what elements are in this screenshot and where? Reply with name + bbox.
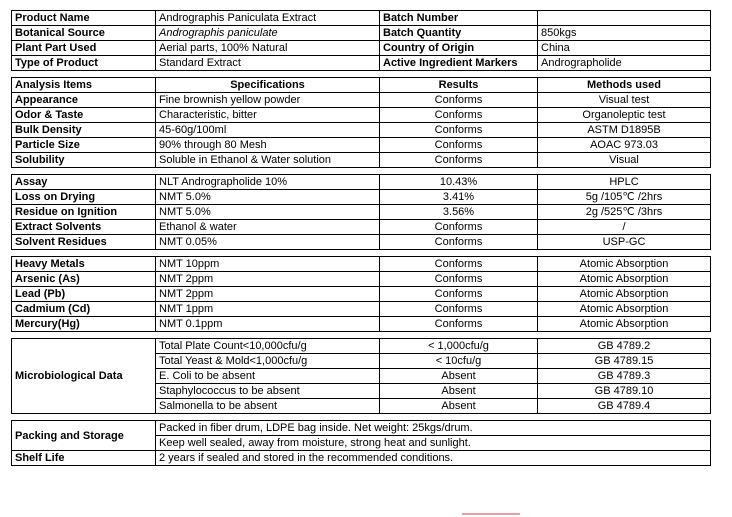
table-row xyxy=(12,257,711,272)
shelf-life-value: 2 years if sealed and stored in the recommended conditions. xyxy=(156,451,711,466)
specification: NMT 0.1ppm xyxy=(156,317,380,332)
shelf-life-label: Shelf Life xyxy=(12,451,156,466)
info-label: Type of Product xyxy=(12,56,156,71)
info-value: Standard Extract xyxy=(156,56,380,71)
result: Absent xyxy=(380,384,538,399)
info-label: Plant Part Used xyxy=(12,41,156,56)
analysis-item: Arsenic (As) xyxy=(12,272,156,287)
method: Atomic Absorption xyxy=(538,302,711,317)
result: Conforms xyxy=(380,138,538,153)
analysis-item: Lead (Pb) xyxy=(12,287,156,302)
specification: Salmonella to be absent xyxy=(156,399,380,414)
method: GB 4789.4 xyxy=(538,399,711,414)
table-row xyxy=(12,205,711,220)
method: 2g /525℃ /3hrs xyxy=(538,205,711,220)
result: Absent xyxy=(380,369,538,384)
method: Organoleptic test xyxy=(538,108,711,123)
table-row xyxy=(12,302,711,317)
result: Conforms xyxy=(380,302,538,317)
method: Atomic Absorption xyxy=(538,272,711,287)
analysis-item: Loss on Drying xyxy=(12,190,156,205)
result: < 10cfu/g xyxy=(380,354,538,369)
table-row xyxy=(12,190,711,205)
result: Conforms xyxy=(380,153,538,168)
analysis-item: Appearance xyxy=(12,93,156,108)
table-row xyxy=(12,108,711,123)
method: AOAC 973.03 xyxy=(538,138,711,153)
analysis-item: Heavy Metals xyxy=(12,257,156,272)
info-row-plant-part xyxy=(12,41,711,56)
method: GB 4789.10 xyxy=(538,384,711,399)
analysis-item: Cadmium (Cd) xyxy=(12,302,156,317)
packing-line: Packed in fiber drum, LDPE bag inside. Net weight: 25kgs/drum. xyxy=(156,421,711,436)
result: 3.41% xyxy=(380,190,538,205)
method: Atomic Absorption xyxy=(538,287,711,302)
decorative-underline xyxy=(462,513,520,515)
header-analysis-items: Analysis Items xyxy=(12,78,156,93)
analysis-item: Bulk Density xyxy=(12,123,156,138)
microbiological-label: Microbiological Data xyxy=(12,339,156,414)
info-value: Andrographis Paniculata Extract xyxy=(156,11,380,26)
shelf-life-row xyxy=(12,451,711,466)
info-row-product-name xyxy=(12,11,711,26)
specification: NMT 0.05% xyxy=(156,235,380,250)
info-label: Batch Quantity xyxy=(380,26,538,41)
table-row xyxy=(12,138,711,153)
result: 10.43% xyxy=(380,175,538,190)
method: 5g /105℃ /2hrs xyxy=(538,190,711,205)
specification: NMT 2ppm xyxy=(156,272,380,287)
header-specifications: Specifications xyxy=(156,78,380,93)
specification: E. Coli to be absent xyxy=(156,369,380,384)
analysis-item: Mercury(Hg) xyxy=(12,317,156,332)
info-value: China xyxy=(538,41,711,56)
specification: 45-60g/100ml xyxy=(156,123,380,138)
result: Absent xyxy=(380,399,538,414)
analysis-item: Solubility xyxy=(12,153,156,168)
info-row-botanical-source xyxy=(12,26,711,41)
info-value: 850kgs xyxy=(538,26,711,41)
method: / xyxy=(538,220,711,235)
method: USP-GC xyxy=(538,235,711,250)
info-label: Product Name xyxy=(12,11,156,26)
table-row xyxy=(12,287,711,302)
analysis-item: Odor & Taste xyxy=(12,108,156,123)
analysis-item: Residue on Ignition xyxy=(12,205,156,220)
info-value: Andrographolide xyxy=(538,56,711,71)
method: Visual test xyxy=(538,93,711,108)
specification: NMT 1ppm xyxy=(156,302,380,317)
specification: 90% through 80 Mesh xyxy=(156,138,380,153)
section-gap xyxy=(12,250,711,257)
method: ASTM D1895B xyxy=(538,123,711,138)
table-row xyxy=(12,93,711,108)
coa-table xyxy=(11,10,711,466)
method: GB 4789.3 xyxy=(538,369,711,384)
method: Visual xyxy=(538,153,711,168)
specification: NMT 10ppm xyxy=(156,257,380,272)
info-label: Country of Origin xyxy=(380,41,538,56)
table-row xyxy=(12,339,711,354)
result: Conforms xyxy=(380,235,538,250)
specification: Staphylococcus to be absent xyxy=(156,384,380,399)
analysis-item: Solvent Residues xyxy=(12,235,156,250)
result: Conforms xyxy=(380,220,538,235)
analysis-header-row xyxy=(12,78,711,93)
specification: NMT 2ppm xyxy=(156,287,380,302)
analysis-item: Particle Size xyxy=(12,138,156,153)
specification: NMT 5.0% xyxy=(156,205,380,220)
table-row xyxy=(12,175,711,190)
result: Conforms xyxy=(380,93,538,108)
section-gap xyxy=(12,414,711,421)
result: Conforms xyxy=(380,272,538,287)
result: 3.56% xyxy=(380,205,538,220)
info-label: Botanical Source xyxy=(12,26,156,41)
specification: Total Plate Count<10,000cfu/g xyxy=(156,339,380,354)
table-row xyxy=(12,220,711,235)
specification: Characteristic, bitter xyxy=(156,108,380,123)
analysis-item: Assay xyxy=(12,175,156,190)
info-value: Andrographis paniculate xyxy=(156,26,380,41)
info-value: Aerial parts, 100% Natural xyxy=(156,41,380,56)
result: Conforms xyxy=(380,123,538,138)
result: Conforms xyxy=(380,317,538,332)
result: < 1,000cfu/g xyxy=(380,339,538,354)
table-row xyxy=(12,123,711,138)
method: Atomic Absorption xyxy=(538,257,711,272)
table-row xyxy=(12,153,711,168)
packing-label: Packing and Storage xyxy=(12,421,156,451)
storage-line: Keep well sealed, away from moisture, strong heat and sunlight. xyxy=(156,436,711,451)
section-gap xyxy=(12,332,711,339)
result: Conforms xyxy=(380,287,538,302)
info-label: Batch Number xyxy=(380,11,538,26)
header-methods: Methods used xyxy=(538,78,711,93)
certificate-of-analysis xyxy=(11,10,710,466)
specification: NLT Andrographolide 10% xyxy=(156,175,380,190)
info-value xyxy=(538,11,711,26)
specification: Ethanol & water xyxy=(156,220,380,235)
specification: Fine brownish yellow powder xyxy=(156,93,380,108)
table-row xyxy=(12,272,711,287)
specification: Soluble in Ethanol & Water solution xyxy=(156,153,380,168)
table-row xyxy=(12,235,711,250)
info-label: Active Ingredient Markers xyxy=(380,56,538,71)
result: Conforms xyxy=(380,257,538,272)
method: HPLC xyxy=(538,175,711,190)
info-row-product-type xyxy=(12,56,711,71)
specification: NMT 5.0% xyxy=(156,190,380,205)
method: GB 4789.15 xyxy=(538,354,711,369)
table-row xyxy=(12,317,711,332)
analysis-item: Extract Solvents xyxy=(12,220,156,235)
packing-row xyxy=(12,421,711,436)
result: Conforms xyxy=(380,108,538,123)
method: Atomic Absorption xyxy=(538,317,711,332)
specification: Total Yeast & Mold<1,000cfu/g xyxy=(156,354,380,369)
section-gap xyxy=(12,168,711,175)
header-results: Results xyxy=(380,78,538,93)
section-gap xyxy=(12,71,711,78)
method: GB 4789.2 xyxy=(538,339,711,354)
